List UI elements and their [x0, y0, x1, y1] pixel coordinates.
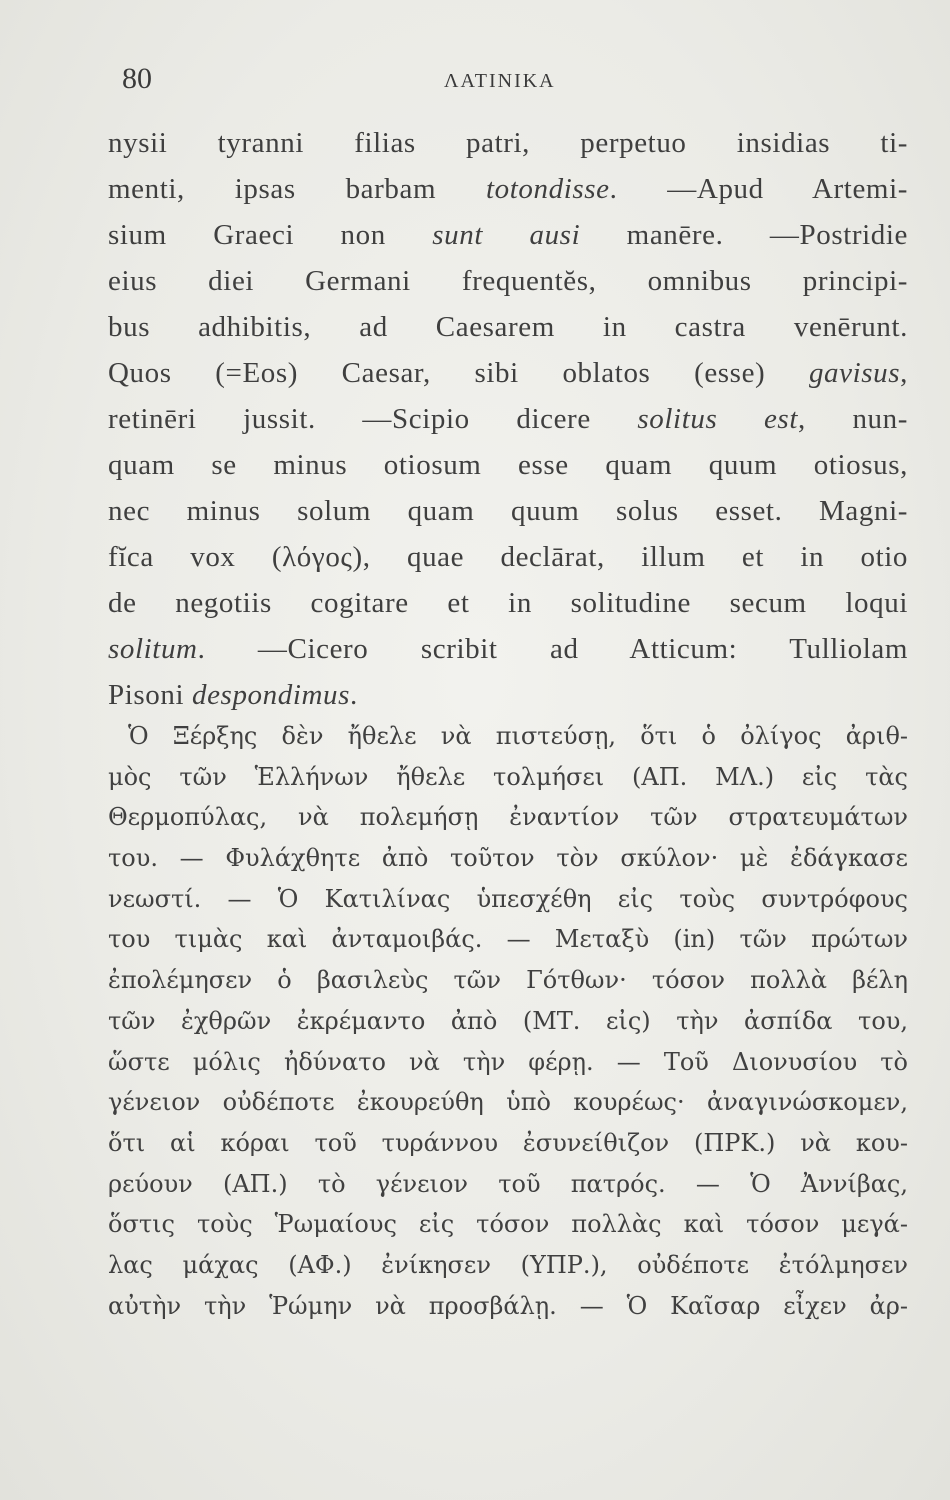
- greek-text-line: λας μάχας (ΑΦ.) ἐνίκησεν (ΥΠΡ.), οὐδέποτε ἐτόλμησεν: [108, 1250, 908, 1279]
- latin-text-line: [108, 304, 908, 350]
- latin-text-line: [108, 580, 908, 626]
- text-segment: ,: [900, 357, 908, 389]
- text-segment: eius diei Germani frequentĕs, omnibus principi-: [108, 265, 908, 297]
- latin-text-line: [108, 396, 908, 442]
- italic-term: sunt ausi: [432, 219, 581, 251]
- text-segment: retinēri jussit. —Scipio dicere: [108, 403, 638, 435]
- latin-text-line: [108, 212, 908, 258]
- greek-text-line: γένειον οὐδέποτε ἐκουρεύθη ὑπὸ κουρέως· ἀναγινώσκομεν,: [108, 1088, 908, 1117]
- latin-text-line: [108, 442, 908, 488]
- italic-term: solitum: [108, 633, 198, 665]
- greek-text-line: νεωστί. — Ὁ Κατιλίνας ὑπεσχέθη εἰς τοὺς συντρόφους: [108, 884, 908, 913]
- italic-term: despondimus: [191, 679, 351, 711]
- greek-text-line: ὅτι αἱ κόραι τοῦ τυράννου ἐσυνείθιζον (ΠΡΚ.) νὰ κου-: [108, 1128, 908, 1157]
- greek-text-line: ἐπολέμησεν ὁ βασιλεὺς τῶν Γότθων· τόσον πολλὰ βέλη: [108, 966, 908, 995]
- running-head: ΛΑΤΙΝΙΚΑ: [444, 70, 556, 92]
- latin-text-block: [108, 120, 908, 718]
- page-header: [108, 60, 908, 100]
- italic-term: solitus est: [637, 403, 798, 435]
- italic-term: gavisus: [808, 357, 901, 389]
- greek-exercise-block: [108, 716, 908, 1326]
- latin-text-line: [108, 350, 908, 396]
- greek-text-line: του τιμὰς καὶ ἀνταμοιβάς. — Μεταξὺ (in) τῶν πρώτων: [108, 925, 908, 954]
- text-segment: nec minus solum quam quum solus esset. Magni-: [108, 495, 908, 527]
- greek-text-line: Θερμοπύλας, νὰ πολεμήσῃ ἐναντίον τῶν στρατευμάτων: [108, 803, 908, 832]
- text-segment: nysii tyranni filias patri, perpetuo insidias ti-: [108, 127, 908, 159]
- latin-text-line: [108, 120, 908, 166]
- text-segment: Quos (=Eos) Caesar, sibi oblatos (esse): [108, 357, 809, 389]
- greek-text-line: μὸς τῶν Ἑλλήνων ἤθελε τολμήσει (ΑΠ. ΜΛ.) εἰς τὰς: [108, 762, 908, 791]
- greek-text-line: ὥστε μόλις ἠδύνατο νὰ τὴν φέρῃ. — Τοῦ Διονυσίου τὸ: [108, 1047, 908, 1076]
- text-segment: quam se minus otiosum esse quam quum otiosus,: [108, 449, 908, 481]
- text-segment: . —Cicero scribit ad Atticum: Tulliolam: [197, 633, 908, 665]
- text-segment: manēre. —Postridie: [580, 219, 909, 251]
- latin-text-line: [108, 672, 908, 718]
- latin-text-line: [108, 488, 908, 534]
- text-segment: , nun-: [797, 403, 908, 435]
- text-segment: Pisoni: [108, 679, 192, 711]
- latin-text-line: [108, 166, 908, 212]
- latin-text-line: [108, 534, 908, 580]
- text-segment: de negotiis cogitare et in solitudine secum loqui: [108, 587, 908, 619]
- greek-text-line: ὅστις τοὺς Ῥωμαίους εἰς τόσον πολλὰς καὶ τόσον μεγά-: [108, 1210, 908, 1239]
- greek-text-line: αὐτὴν τὴν Ῥώμην νὰ προσβάλῃ. — Ὁ Καῖσαρ εἶχεν ἀρ-: [108, 1291, 908, 1320]
- page-number: 80: [122, 62, 152, 95]
- greek-text-line: ρεύουν (ΑΠ.) τὸ γένειον τοῦ πατρός. — Ὁ Ἀννίβας,: [108, 1169, 908, 1198]
- text-segment: . —Apud Artemi-: [609, 173, 908, 205]
- text-segment: sium Graeci non: [108, 219, 433, 251]
- text-segment: menti, ipsas barbam: [108, 173, 486, 205]
- greek-text-line: του. — Φυλάχθητε ἀπὸ τοῦτον τὸν σκύλον· μὲ ἐδάγκασε: [108, 844, 908, 873]
- text-segment: .: [350, 679, 358, 711]
- greek-text-line: τῶν ἐχθρῶν ἐκρέμαντο ἀπὸ (ΜΤ. εἰς) τὴν ἀσπίδα του,: [108, 1006, 908, 1035]
- latin-text-line: [108, 258, 908, 304]
- text-segment: fĭca vox (λόγος), quae declārat, illum et in otio: [108, 541, 908, 573]
- greek-text-line: Ὁ Ξέρξης δὲν ἤθελε νὰ πιστεύσῃ, ὅτι ὁ ὀλίγος ἀριθ-: [128, 722, 908, 750]
- text-segment: bus adhibitis, ad Caesarem in castra venērunt.: [108, 311, 908, 343]
- latin-text-line: [108, 626, 908, 672]
- italic-term: totondisse: [485, 173, 610, 205]
